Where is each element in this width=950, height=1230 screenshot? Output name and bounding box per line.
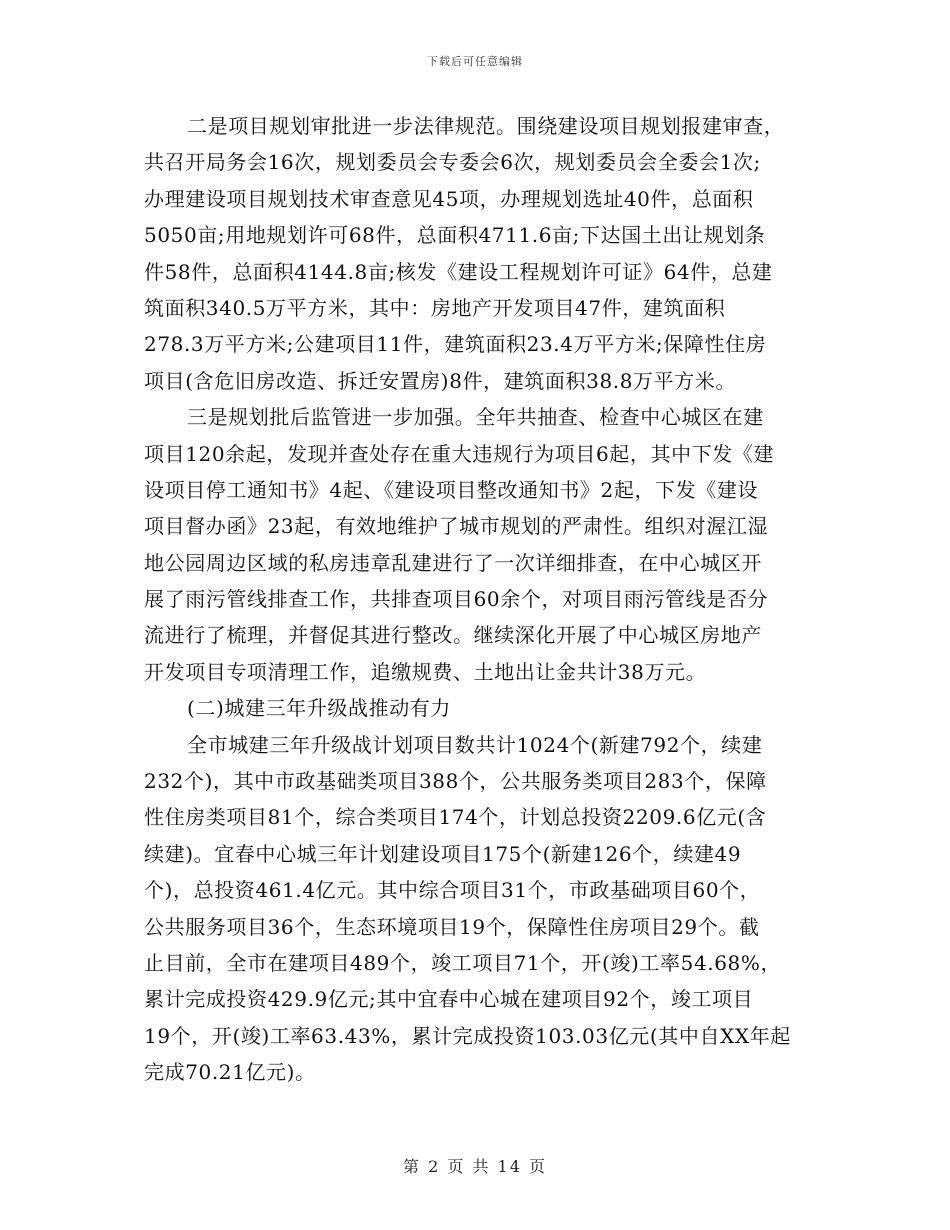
paragraph-line: 开发项目专项清理工作，追缴规费、土地出让金共计38万元。 xyxy=(144,659,707,684)
paragraph-line: 项目督办函》23起，有效地维护了城市规划的严肃性。组织对渥江湿 xyxy=(144,514,769,539)
paragraph-line: 5050亩;用地规划许可68件，总面积4711.6亩;下达国土出让规划条 xyxy=(144,223,766,248)
paragraph-line: 二是项目规划审批进一步法律规范。围绕建设项目规划报建审查， xyxy=(187,114,785,138)
paragraph-line: 公共服务项目36个，生态环境项目19个，保障性住房项目29个。截 xyxy=(144,914,760,939)
paragraph-line: 地公园周边区域的私房违章乱建进行了一次详细排查，在中心城区开 xyxy=(144,550,762,575)
document-body xyxy=(144,108,809,1091)
paragraph-line: 全市城建三年升级战计划项目数共计1024个(新建792个，续建 xyxy=(187,732,763,757)
paragraph-line: 筑面积340.5万平方米，其中：房地产开发项目47件，建筑面积 xyxy=(144,295,726,320)
paragraph-line: 项目120余起，发现并查处存在重大违规行为项目6起，其中下发《建 xyxy=(144,441,775,466)
paragraph-line: 232个)，其中市政基础类项目388个，公共服务类项目283个，保障 xyxy=(144,769,767,794)
paragraph-line: 19个，开(竣)工率63.43%，累计完成投资103.03亿元(其中自XX年起 xyxy=(144,1023,791,1048)
paragraph-line: 个)，总投资461.4亿元。其中综合项目31个，市政基础项目60个， xyxy=(144,878,761,903)
paragraph-line: 展了雨污管线排查工作，共排查项目60余个，对项目雨污管线是否分 xyxy=(144,587,769,612)
paragraph-line: 设项目停工通知书》4起、《建设项目整改通知书》2起，下发《建设 xyxy=(144,477,759,502)
paragraph-line: 续建)。宜春中心城三年计划建设项目175个(新建126个，续建49 xyxy=(144,841,742,866)
paragraph-line: 项目(含危旧房改造、拆迁安置房)8件，建筑面积38.8万平方米。 xyxy=(144,368,737,393)
paragraph-line: 共召开局务会16次，规划委员会专委会6次，规划委员会全委会1次; xyxy=(144,150,761,175)
paragraph-line: 止目前，全市在建项目489个，竣工项目71个，开(竣)工率54.68%， xyxy=(144,950,782,975)
paragraph-line: 流进行了梳理，并督促其进行整改。继续深化开展了中心城区房地产 xyxy=(144,623,762,648)
paragraph-line: 278.3万平方米;公建项目11件，建筑面积23.4万平方米;保障性住房 xyxy=(144,332,767,357)
section-heading: (二)城建三年升级战推动有力 xyxy=(187,696,452,721)
paragraph-line: 办理建设项目规划技术审查意见45项，办理规划选址40件，总面积 xyxy=(144,186,754,211)
page-number: 第 2 页 共 14 页 xyxy=(403,1157,547,1176)
paragraph-line: 三是规划批后监管进一步加强。全年共抽查、检查中心城区在建 xyxy=(187,405,764,430)
paragraph-line: 累计完成投资429.9亿元;其中宜春中心城在建项目92个，竣工项目 xyxy=(144,987,754,1012)
paragraph-line: 件58件，总面积4144.8亩;核发《建设工程规划许可证》64件，总建 xyxy=(144,259,773,284)
paragraph-line: 完成70.21亿元)。 xyxy=(144,1060,316,1085)
paragraph-line: 性住房类项目81个，综合类项目174个，计划总投资2209.6亿元(含 xyxy=(144,805,767,830)
page-header-note: 下载后可任意编辑 xyxy=(427,55,523,68)
